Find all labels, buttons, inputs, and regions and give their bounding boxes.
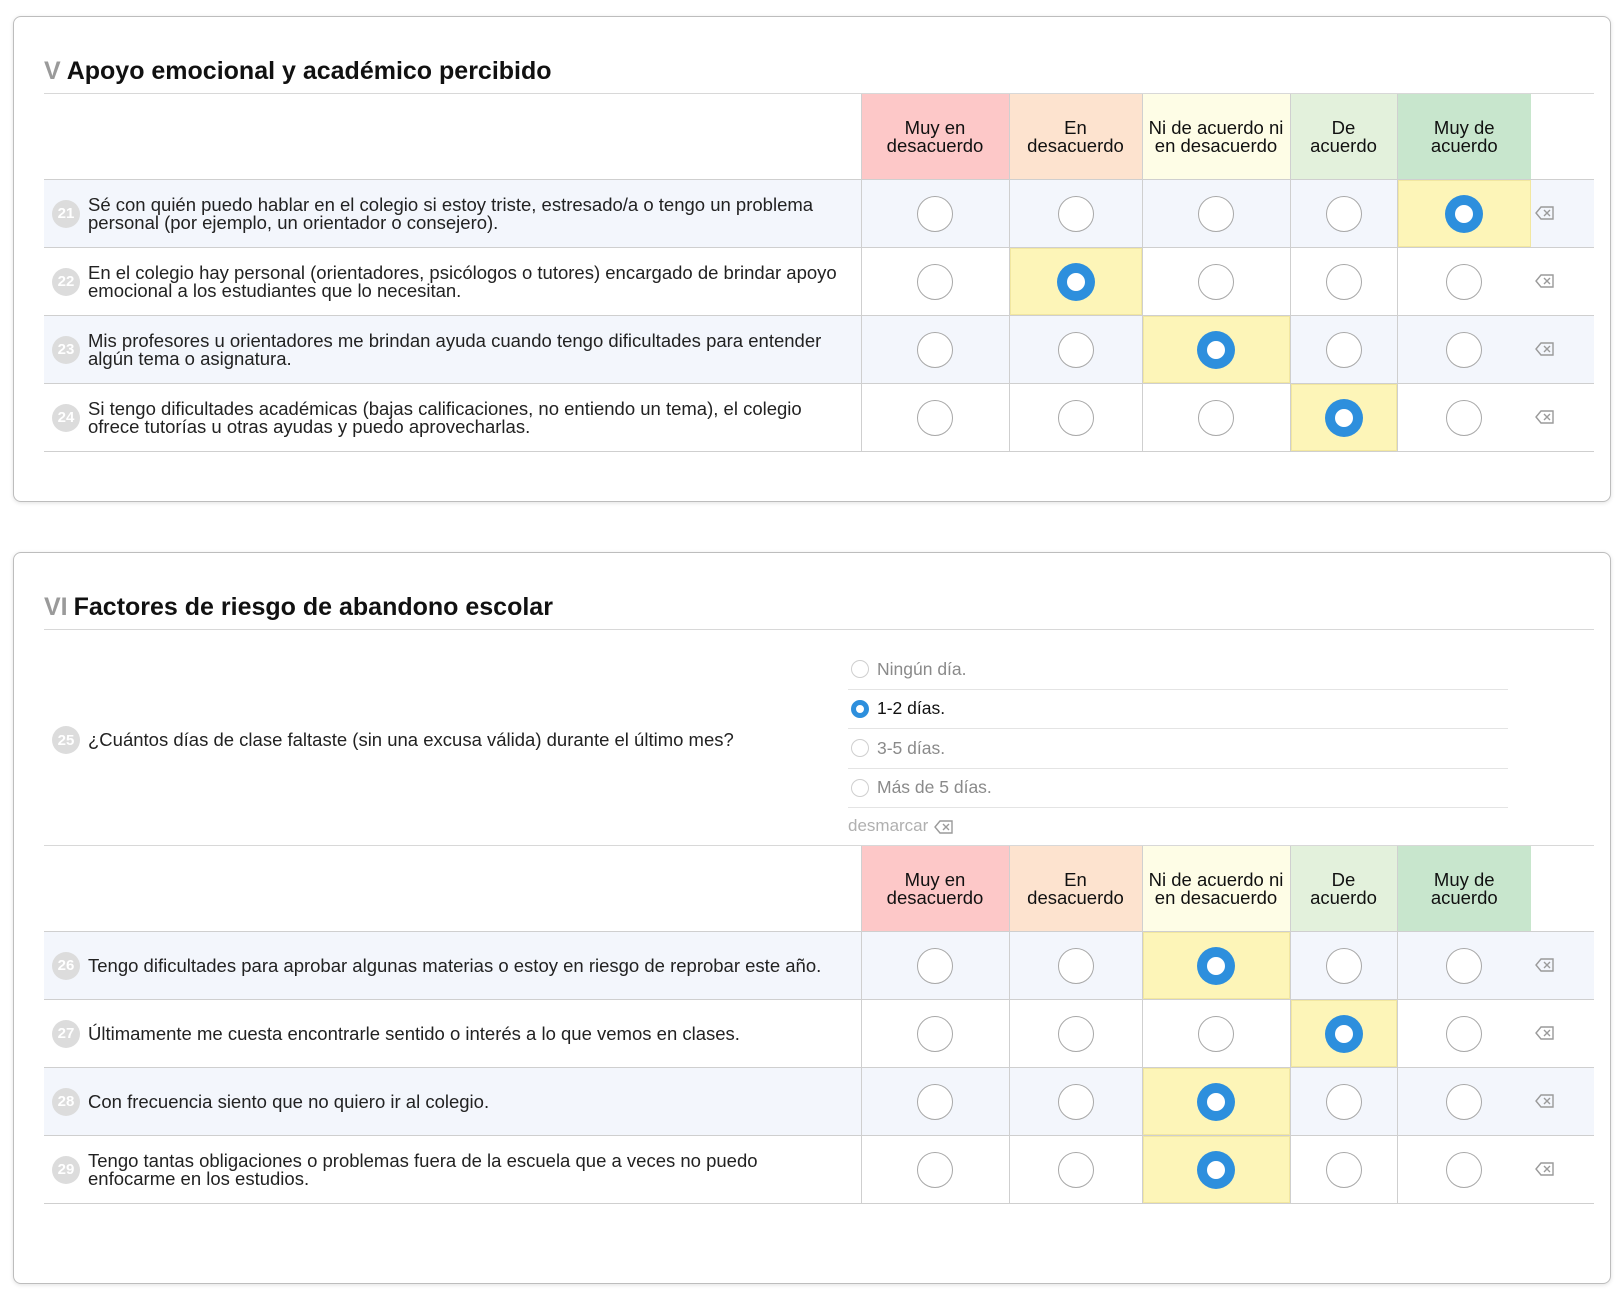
- radio-button[interactable]: [1326, 332, 1362, 368]
- scale-header-5: Muy de acuerdo: [1397, 94, 1531, 180]
- header-spacer: [1531, 846, 1594, 932]
- question-number: 23: [52, 336, 80, 364]
- question-row-29: [44, 1136, 1594, 1204]
- option-cell-1[interactable]: [861, 932, 1009, 1000]
- section-title: [44, 57, 552, 86]
- question-text: Mis profesores u orientadores me brindan ayuda cuando tengo dificultades para entender algún tema o asignatura.: [88, 329, 822, 369]
- clear-answer-icon[interactable]: [1535, 409, 1555, 426]
- section-number: V: [44, 57, 61, 85]
- radio-button[interactable]: [1446, 264, 1482, 300]
- option-cell-4[interactable]: [1290, 384, 1397, 452]
- question-label: [52, 1020, 849, 1048]
- choice-label: Más de 5 días.: [877, 777, 992, 798]
- option-cell-2[interactable]: [1009, 180, 1142, 248]
- section-card-v: [13, 16, 1611, 502]
- question-label: [52, 952, 849, 980]
- clear-answer-cell[interactable]: [1531, 248, 1594, 316]
- header-spacer: [44, 846, 861, 932]
- clear-answer-icon[interactable]: [1535, 1093, 1555, 1110]
- question-cell: [44, 932, 861, 1000]
- question-number: 22: [52, 268, 80, 296]
- option-cell-4[interactable]: [1290, 1068, 1397, 1136]
- question-text: Si tengo dificultades académicas (bajas calificaciones, no entiendo un tema), el colegio ofrece tutorías u otras ayudas y puedo aprovecharlas.: [88, 397, 802, 437]
- radio-button[interactable]: [1326, 1084, 1362, 1120]
- likert-matrix: [44, 93, 1594, 452]
- option-cell-4[interactable]: [1290, 1136, 1397, 1204]
- radio-button[interactable]: [1058, 1016, 1094, 1052]
- question-label: [52, 1088, 849, 1116]
- question-row-27: [44, 1000, 1594, 1068]
- radio-button[interactable]: [1326, 1152, 1362, 1188]
- radio-button[interactable]: [917, 1152, 953, 1188]
- option-cell-3[interactable]: [1142, 316, 1290, 384]
- radio-button[interactable]: [1446, 332, 1482, 368]
- header-spacer: [44, 94, 861, 180]
- radio-selected[interactable]: [1198, 1152, 1234, 1188]
- scale-header-3: Ni de acuerdo ni en desacuerdo: [1142, 94, 1290, 180]
- radio-button[interactable]: [917, 948, 953, 984]
- radio-button[interactable]: [1446, 1084, 1482, 1120]
- section-title-text: Factores de riesgo de abandono escolar: [73, 593, 553, 621]
- question-number: 28: [52, 1088, 80, 1116]
- question-label: [52, 726, 734, 754]
- option-cell-4[interactable]: [1290, 248, 1397, 316]
- option-cell-2[interactable]: [1009, 316, 1142, 384]
- option-cell-1[interactable]: [861, 1068, 1009, 1136]
- option-cell-2[interactable]: [1009, 932, 1142, 1000]
- scale-header-5: Muy de acuerdo: [1397, 846, 1531, 932]
- option-cell-5[interactable]: [1397, 384, 1531, 452]
- choice-option[interactable]: [848, 729, 1508, 769]
- radio-selected[interactable]: [1446, 196, 1482, 232]
- option-cell-1[interactable]: [861, 1136, 1009, 1204]
- clear-answer-cell[interactable]: [1531, 180, 1594, 248]
- question-text: ¿Cuántos días de clase faltaste (sin una excusa válida) durante el último mes?: [88, 729, 734, 750]
- likert-matrix: [44, 845, 1594, 1204]
- radio-selected[interactable]: [1198, 332, 1234, 368]
- option-cell-1[interactable]: [861, 180, 1009, 248]
- radio-button[interactable]: [1058, 1152, 1094, 1188]
- choice-option[interactable]: [848, 690, 1508, 730]
- choice-option[interactable]: [848, 769, 1508, 809]
- radio-button[interactable]: [1326, 948, 1362, 984]
- radio-button[interactable]: [851, 779, 869, 797]
- radio-button[interactable]: [851, 739, 869, 757]
- radio-button[interactable]: [917, 332, 953, 368]
- option-cell-3[interactable]: [1142, 932, 1290, 1000]
- radio-button[interactable]: [917, 1016, 953, 1052]
- question-number: 29: [52, 1156, 80, 1184]
- radio-button[interactable]: [917, 1084, 953, 1120]
- radio-selected[interactable]: [1326, 1016, 1362, 1052]
- question-label: [52, 397, 849, 437]
- radio-selected[interactable]: [1058, 264, 1094, 300]
- question-number: 27: [52, 1020, 80, 1048]
- question-text: Tengo tantas obligaciones o problemas fuera de la escuela que a veces no puedo enfocarme en los estudios.: [88, 1149, 758, 1189]
- scale-header-2: En desacuerdo: [1009, 846, 1142, 932]
- question-text: Tengo dificultades para aprobar algunas materias o estoy en riesgo de reprobar este año.: [88, 954, 822, 976]
- question-text: En el colegio hay personal (orientadores, psicólogos o tutores) encargado de brindar apoyo emocional a los estudiantes que lo necesitan.: [88, 261, 837, 301]
- question-cell: [44, 1000, 861, 1068]
- option-cell-2[interactable]: [1009, 1068, 1142, 1136]
- question-text: Con frecuencia siento que no quiero ir al colegio.: [88, 1090, 490, 1112]
- question-cell: [44, 316, 861, 384]
- header-spacer: [1531, 94, 1594, 180]
- option-cell-2[interactable]: [1009, 1000, 1142, 1068]
- radio-button[interactable]: [1446, 948, 1482, 984]
- clear-answer-icon[interactable]: [1535, 341, 1555, 358]
- question-label: [52, 261, 849, 301]
- radio-selected[interactable]: [1198, 948, 1234, 984]
- radio-selected[interactable]: [1198, 1084, 1234, 1120]
- question-number: 24: [52, 404, 80, 432]
- option-cell-3[interactable]: [1142, 384, 1290, 452]
- question-row-23: [44, 316, 1594, 384]
- scale-header-4: De acuerdo: [1290, 94, 1397, 180]
- option-cell-4[interactable]: [1290, 932, 1397, 1000]
- question-cell: [44, 248, 861, 316]
- scale-header-2: En desacuerdo: [1009, 94, 1142, 180]
- option-cell-2[interactable]: [1009, 1136, 1142, 1204]
- clear-selection-link[interactable]: [848, 816, 1508, 836]
- question-row-26: [44, 932, 1594, 1000]
- option-cell-1[interactable]: [861, 1000, 1009, 1068]
- radio-button[interactable]: [917, 400, 953, 436]
- clear-icon: [928, 816, 954, 836]
- radio-button[interactable]: [917, 196, 953, 232]
- scale-header-3: Ni de acuerdo ni en desacuerdo: [1142, 846, 1290, 932]
- option-cell-2[interactable]: [1009, 384, 1142, 452]
- clear-answer-icon[interactable]: [1535, 205, 1555, 222]
- radio-button[interactable]: [1446, 1016, 1482, 1052]
- question-text: Sé con quién puedo hablar en el colegio si estoy triste, estresado/a o tengo un problema personal (por ejemplo, un orientador o consejero).: [88, 193, 814, 233]
- clear-answer-cell[interactable]: [1531, 1068, 1594, 1136]
- choice-label: Ningún día.: [877, 658, 967, 679]
- radio-button[interactable]: [1058, 332, 1094, 368]
- option-cell-5[interactable]: [1397, 180, 1531, 248]
- question-cell: [44, 180, 861, 248]
- clear-selection-label: desmarcar: [848, 816, 929, 835]
- scale-header-4: De acuerdo: [1290, 846, 1397, 932]
- radio-button[interactable]: [1058, 400, 1094, 436]
- question-row-21: [44, 180, 1594, 248]
- scale-header-1: Muy en desacuerdo: [861, 846, 1009, 932]
- question-label: [52, 193, 849, 233]
- section-title-text: Apoyo emocional y académico percibido: [66, 57, 552, 85]
- section-number: VI: [44, 593, 68, 621]
- clear-answer-cell[interactable]: [1531, 384, 1594, 452]
- option-cell-5[interactable]: [1397, 932, 1531, 1000]
- option-cell-1[interactable]: [861, 316, 1009, 384]
- question-label: [52, 329, 849, 369]
- option-cell-3[interactable]: [1142, 1068, 1290, 1136]
- question-number: 25: [52, 726, 80, 754]
- option-cell-5[interactable]: [1397, 316, 1531, 384]
- radio-button[interactable]: [1198, 1016, 1234, 1052]
- radio-button[interactable]: [1446, 1152, 1482, 1188]
- scale-header-row: [44, 94, 1594, 180]
- clear-answer-cell[interactable]: [1531, 1000, 1594, 1068]
- question-cell: [44, 1136, 861, 1204]
- radio-button[interactable]: [1198, 196, 1234, 232]
- scale-header-row: [44, 846, 1594, 932]
- single-choice-question: [44, 629, 1594, 863]
- choice-label: 1-2 días.: [877, 698, 946, 719]
- clear-answer-cell[interactable]: [1531, 932, 1594, 1000]
- radio-selected[interactable]: [1326, 400, 1362, 436]
- option-cell-1[interactable]: [861, 248, 1009, 316]
- option-cell-4[interactable]: [1290, 1000, 1397, 1068]
- scale-header-1: Muy en desacuerdo: [861, 94, 1009, 180]
- option-cell-5[interactable]: [1397, 1068, 1531, 1136]
- clear-answer-cell[interactable]: [1531, 1136, 1594, 1204]
- clear-answer-icon[interactable]: [1535, 273, 1555, 290]
- option-cell-4[interactable]: [1290, 180, 1397, 248]
- option-cell-5[interactable]: [1397, 1000, 1531, 1068]
- clear-answer-icon[interactable]: [1535, 957, 1555, 974]
- option-cell-2[interactable]: [1009, 248, 1142, 316]
- radio-button[interactable]: [917, 264, 953, 300]
- radio-button[interactable]: [851, 660, 869, 678]
- question-text: Últimamente me cuesta encontrarle sentido o interés a lo que vemos en clases.: [88, 1022, 740, 1044]
- choice-label: 3-5 días.: [877, 737, 946, 758]
- question-row-24: [44, 384, 1594, 452]
- clear-answer-icon[interactable]: [1535, 1161, 1555, 1178]
- option-cell-5[interactable]: [1397, 248, 1531, 316]
- clear-answer-icon[interactable]: [1535, 1025, 1555, 1042]
- section-card-vi: [13, 552, 1611, 1284]
- option-cell-3[interactable]: [1142, 1000, 1290, 1068]
- option-cell-1[interactable]: [861, 384, 1009, 452]
- question-number: 26: [52, 952, 80, 980]
- clear-answer-cell[interactable]: [1531, 316, 1594, 384]
- option-cell-3[interactable]: [1142, 180, 1290, 248]
- choice-list: [848, 650, 1508, 836]
- question-row-22: [44, 248, 1594, 316]
- radio-button[interactable]: [1198, 400, 1234, 436]
- question-label: [52, 1149, 849, 1189]
- choice-option[interactable]: [848, 650, 1508, 690]
- question-cell: [44, 384, 861, 452]
- radio-button[interactable]: [1326, 196, 1362, 232]
- section-title: [44, 593, 553, 622]
- radio-selected[interactable]: [851, 700, 869, 718]
- radio-button[interactable]: [1058, 196, 1094, 232]
- option-cell-3[interactable]: [1142, 248, 1290, 316]
- radio-button[interactable]: [1058, 1084, 1094, 1120]
- radio-button[interactable]: [1446, 400, 1482, 436]
- question-row-28: [44, 1068, 1594, 1136]
- radio-button[interactable]: [1058, 948, 1094, 984]
- question-cell: [44, 1068, 861, 1136]
- radio-button[interactable]: [1198, 264, 1234, 300]
- option-cell-5[interactable]: [1397, 1136, 1531, 1204]
- question-number: 21: [52, 200, 80, 228]
- option-cell-3[interactable]: [1142, 1136, 1290, 1204]
- radio-button[interactable]: [1326, 264, 1362, 300]
- option-cell-4[interactable]: [1290, 316, 1397, 384]
